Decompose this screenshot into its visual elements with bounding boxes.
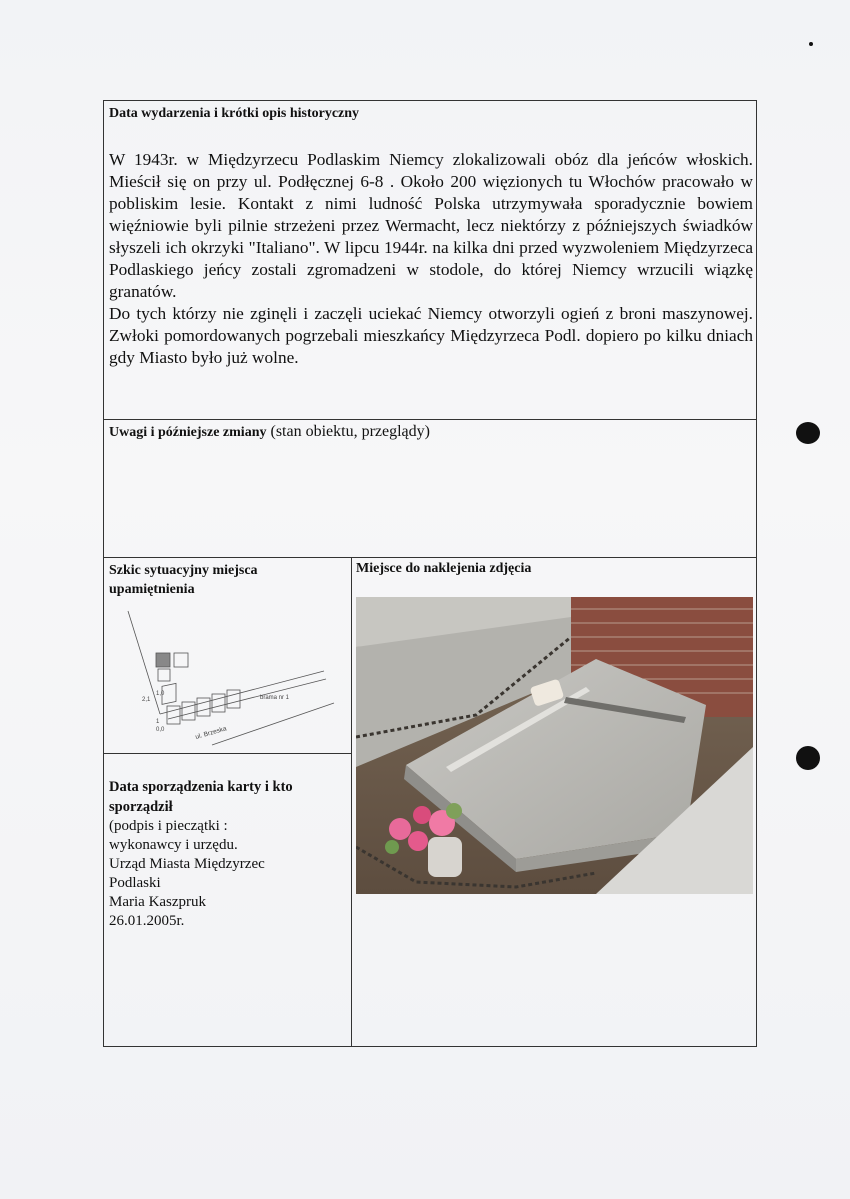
remarks-title: Uwagi i późniejsze zmiany [109,425,267,440]
prepared-line: 26.01.2005r. [109,913,185,929]
sketch-section-header: Szkic sytuacyjny miejsca upamiętnienia [109,563,258,597]
history-paragraph-1: W 1943r. w Międzyrzecu Podlaskim Niemcy zlokalizowali obóz dla jeńców włoskich. Mieścił się on przy ul. Podłęcznej 6-8 . Około 200 więzionych tu Włochów pracowało w pobliskim lesie. Kontakt z nimi ludność Polska utrzymywała sporadycznie bowiem więźniowie byli pilnie strzeżeni przez Wermacht, lecz niektórzy z późniejszych świadków słyszeli ich okrzyki "Italiano". W lipcu 1944r. na kilka dni przed wyzwoleniem Międzyrzeca Podlaskiego jeńcy zostali zgromadzeni w stodole, do której Niemcy wrzucili wiązkę granatów. [109,150,753,301]
situation-sketch [112,609,344,749]
sketch-dim-label: 0,0 [156,727,165,733]
binder-punch-hole [796,422,820,444]
prepared-line: Maria Kaszpruk [109,894,207,910]
scan-speck [809,42,813,46]
history-paragraph-2: Do tych którzy nie zginęli i zaczęli uciekać Niemcy otworzyli ogień z broni maszynowej. Zwłoki pomordowanych pogrzebali mieszkańcy Międzyrzeca Podl. dopiero po kilku dniach gdy Miasto było już wolne. [109,304,753,367]
photo-section-header: Miejsce do naklejenia zdjęcia [356,561,532,576]
prepared-by-section [109,777,345,931]
sketch-dim-label: 1,0 [156,691,165,697]
prepared-line: Urząd Miasta Międzyrzec [109,856,265,872]
remarks-note: (stan obiektu, przeglądy) [270,423,430,440]
section-divider [104,557,756,558]
sketch-gate-label: brama nr 1 [260,695,290,701]
remarks-section-header [109,423,430,441]
prepared-line: wykonawcy i urzędu. [109,837,238,853]
memorial-record-form [103,100,757,1047]
section-divider [104,753,351,754]
prepared-line: (podpis i pieczątki : [109,818,228,834]
section-divider [104,419,756,420]
column-divider [351,557,352,1046]
binder-punch-hole [796,746,820,770]
sketch-dim-label: 2,1 [142,697,151,703]
prepared-line: Podlaski [109,875,161,891]
memorial-grave-photo [356,597,753,894]
sketch-street-label: ul. Brzeska [194,725,228,741]
sketch-dim-label: 1 [156,719,160,725]
history-description [109,149,753,369]
prepared-header: Data sporządzenia karty i kto sporządził [109,779,293,815]
history-section-header: Data wydarzenia i krótki opis historyczny [109,106,360,121]
